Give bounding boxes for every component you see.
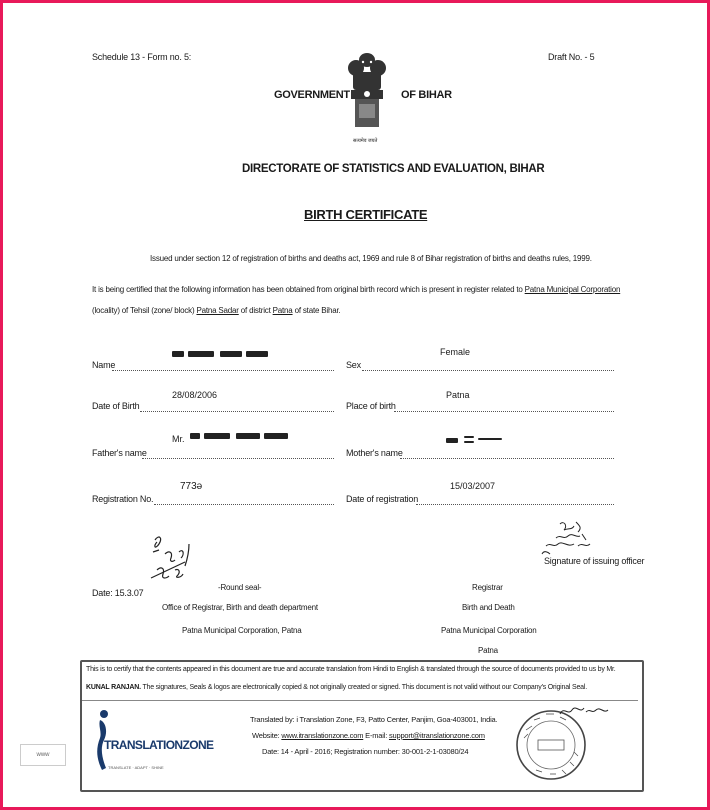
website-link[interactable]: www.itranslationzone.com — [281, 731, 364, 740]
pob-value: Patna — [446, 390, 470, 400]
registrar-line-2: Birth and Death — [462, 603, 515, 612]
date-label: Date: 15.3.07 — [92, 588, 144, 598]
sex-value: Female — [440, 347, 471, 357]
round-seal-label: -Round seal- — [218, 583, 262, 592]
mother-name-redacted — [446, 434, 506, 444]
pob-label: Place of birth — [346, 401, 396, 411]
issuing-officer-label: Signature of issuing officer — [544, 556, 645, 566]
draft-label: Draft No. - 5 — [548, 52, 595, 62]
certificate-title: BIRTH CERTIFICATE — [304, 207, 428, 222]
office-line-2: Patna Municipal Corporation, Patna — [182, 626, 302, 635]
registrar-line-3: Patna Municipal Corporation — [441, 626, 537, 635]
regdate-label: Date of registration — [346, 494, 419, 504]
certify-line-2: (locality) of Tehsil (zone/ block) Patna Sadar of district Patna of state Bihar. — [92, 306, 341, 315]
registrar-line-1: Registrar — [472, 583, 503, 592]
regno-value: 773ə — [180, 481, 203, 492]
dob-label: Date of Birth — [92, 401, 140, 411]
issued-under-text: Issued under section 12 of registration of births and deaths act, 1969 and rule 8 of Bihar registration of births and deaths rules, 1999. — [150, 254, 592, 263]
father-prefix: Mr. — [172, 434, 185, 444]
contact-line: Website: www.itranslationzone.com E-mail: support@itranslationzone.com — [252, 731, 485, 740]
dob-value: 28/08/2006 — [172, 390, 218, 400]
office-line-1: Office of Registrar, Birth and death department — [162, 603, 318, 612]
emblem-caption: सत्यमेव जयते — [353, 138, 378, 144]
mother-label: Mother's name — [346, 448, 403, 458]
gov-right: OF BIHAR — [401, 89, 452, 101]
sex-label: Sex — [346, 360, 361, 370]
brand-tagline: TRANSLATE · ADAPT · SHINE — [108, 765, 164, 770]
registrar-line-4: Patna — [478, 646, 498, 655]
handwritten-date-signature — [145, 532, 205, 584]
name-redacted — [172, 349, 268, 359]
watermark-box: www — [20, 744, 66, 766]
certify-line-1: It is being certified that the following information has been obtained from original birth record which is present in register related to Patna Municipal Corporation — [92, 285, 621, 294]
regno-label: Registration No. — [92, 494, 154, 504]
officer-signature-icon — [538, 518, 608, 558]
name-label: Name — [92, 360, 116, 370]
father-label: Father's name — [92, 448, 147, 458]
directorate-title: DIRECTORATE OF STATISTICS AND EVALUATION, BIHAR — [242, 163, 545, 175]
national-emblem-icon — [345, 48, 390, 140]
father-name-redacted — [190, 431, 288, 441]
email-link[interactable]: support@itranslationzone.com — [388, 731, 485, 740]
footer-cert-line-1: This is to certify that the contents appeared in this document are true and accurate translation from Hindi to English & translated through the source of documents provided to us by Mr. — [86, 666, 616, 673]
regdate-value: 15/03/2007 — [450, 481, 496, 491]
seal-signature-icon — [556, 700, 612, 722]
footer-cert-line-2: KUNAL RANJAN. The signatures, Seals & logos are electronically copied & not originally created or signed. This document is not valid without our Company's Original Seal. — [86, 684, 587, 691]
gov-left: GOVERNMENT — [274, 89, 350, 101]
footer-date-line: Date: 14 - April - 2016; Registration number: 30-001-2-1-03080/24 — [262, 747, 469, 756]
schedule-label: Schedule 13 - Form no. 5: — [92, 52, 192, 62]
translated-by: Translated by: i Translation Zone, F3, Patto Center, Panjim, Goa-403001, India. — [250, 715, 498, 724]
brand-name: TRANSLATIONZONE — [104, 738, 214, 752]
